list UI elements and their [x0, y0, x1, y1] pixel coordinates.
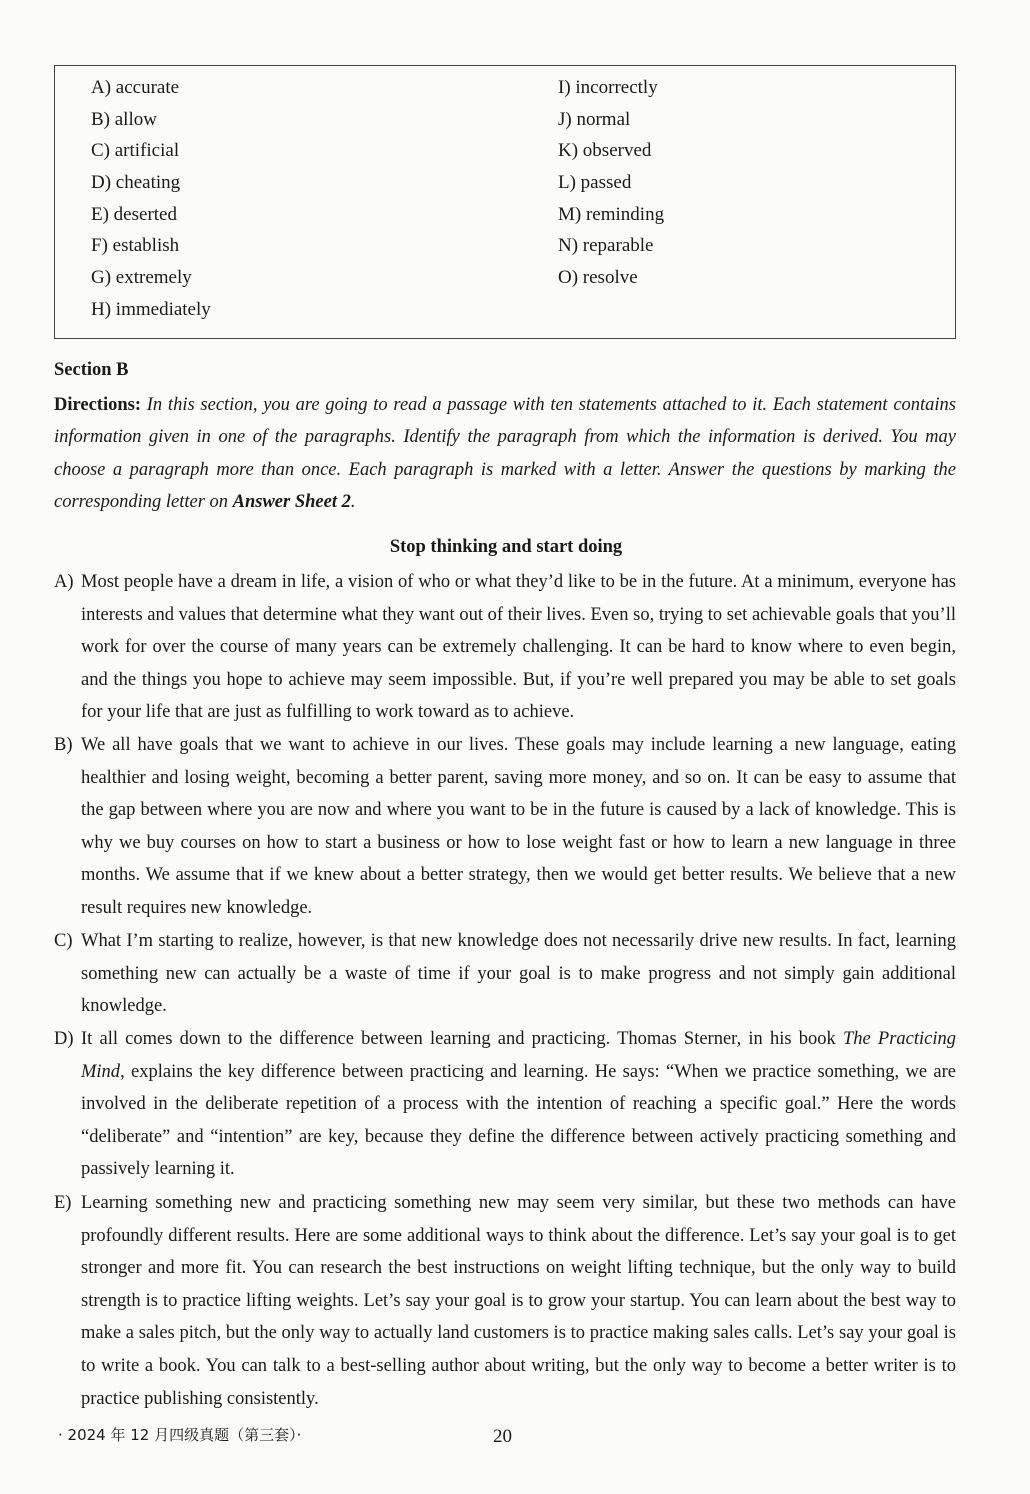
word-option: E) deserted	[91, 203, 177, 225]
page-number: 20	[493, 1426, 512, 1447]
directions-label: Directions:	[54, 395, 141, 415]
paragraph-text-start: It all comes down to the difference between learning and practicing. Thomas Sterner, in his book	[81, 1029, 843, 1049]
word-option: I) incorrectly	[558, 77, 658, 98]
paragraph-text: Learning something new and practicing something new may seem very similar, but these two methods can have profoundly different results. Here are some additional ways to think about the difference. Let’s say your goal is to get stronger and more fit. You can research the best instructions on weight lifting technique, but the only way to build strength is to practice lifting weights. Let’s say your goal is to grow your startup. You can learn about the best way to make a sales pitch, but the only way to actually land customers is to practice making sales calls. Let’s say your goal is to write a book. You can talk to a best-selling author about writing, but the only way to become a better writer is to practice publishing consistently.	[81, 1193, 956, 1409]
exam-footer-label: · 2024 年 12 月四级真题（第三套）·	[58, 1426, 302, 1444]
paragraph-a	[54, 566, 956, 729]
paragraph-c	[54, 925, 956, 1023]
passage-title: Stop thinking and start doing	[389, 537, 623, 557]
paragraph-text: Most people have a dream in life, a vision of who or what they’d like to be in the future. At a minimum, everyone has interests and values that determine what they want out of their lives. Even so, trying to set achievable goals that you’ll work for over the course of many years can be extremely challenging. It can be hard to know where to even begin, and the things you hope to achieve may seem impossible. But, if you’re well prepared you may be able to set goals for your life that are just as fulfilling to work toward as to achieve.	[81, 572, 956, 723]
paragraph-b	[54, 729, 956, 925]
word-option: M) reminding	[558, 203, 665, 225]
word-option: O) resolve	[558, 267, 638, 289]
paragraph-d	[54, 1023, 956, 1186]
paragraph-letter: A)	[54, 572, 74, 592]
word-option: C) artificial	[91, 140, 180, 162]
directions	[54, 389, 956, 519]
paragraph-e	[54, 1187, 956, 1415]
directions-end: .	[350, 492, 356, 513]
word-option: J) normal	[558, 108, 631, 130]
paragraph-letter: C)	[54, 931, 73, 951]
word-option: G) extremely	[91, 267, 192, 289]
answer-sheet-reference: Answer Sheet 2	[232, 492, 351, 513]
paragraph-text: What I’m starting to realize, however, is that new knowledge does not necessarily drive new results. In fact, learning something new can actually be a waste of time if your goal is to make progress and not simply gain additional knowledge.	[81, 931, 956, 1017]
paragraph-text: We all have goals that we want to achieve in our lives. These goals may include learning a new language, eating healthier and losing weight, becoming a better parent, saving more money, and so on. It can be easy to assume that the gap between where you are now and where you want to be in the future is caused by a lack of knowledge. This is why we buy courses on how to start a business or how to lose weight fast or how to learn a new language in three months. We assume that if we knew about a better strategy, then we would get better results. We believe that a new result requires new knowledge.	[81, 735, 956, 918]
word-option: A) accurate	[91, 77, 180, 98]
word-option: N) reparable	[558, 235, 654, 257]
directions-text: In this section, you are going to read a passage with ten statements attached to it. Each statement contains information given in one of the paragraphs. Identify the paragraph from which the information is derived. You may choose a paragraph more than once. Each paragraph is marked with a letter. Answer the questions by marking the corresponding letter on	[54, 395, 957, 513]
word-bank-box	[54, 65, 956, 339]
word-option: H) immediately	[91, 298, 211, 320]
section-title: Section B	[54, 360, 129, 380]
word-option: B) allow	[91, 108, 157, 130]
paragraph-letter: D)	[54, 1029, 74, 1049]
book-title: The Practicing Mind	[81, 1029, 957, 1082]
word-bank-right-column	[558, 72, 664, 294]
paragraph-letter: E)	[54, 1193, 72, 1213]
word-option: D) cheating	[91, 172, 181, 194]
word-option: L) passed	[558, 172, 632, 194]
word-bank-left-column	[91, 72, 211, 326]
word-option: F) establish	[91, 235, 180, 257]
paragraph-letter: B)	[54, 735, 73, 755]
paragraph-text-end: , explains the key difference between practicing and learning. He says: “When we practice something, we are involved in the deliberate repetition of a process with the intention of reaching a specific goal.” Here the words “deliberate” and “intention” are key, because they define the difference between actively practicing something and passively learning it.	[81, 1061, 956, 1180]
word-option: K) observed	[558, 140, 652, 162]
